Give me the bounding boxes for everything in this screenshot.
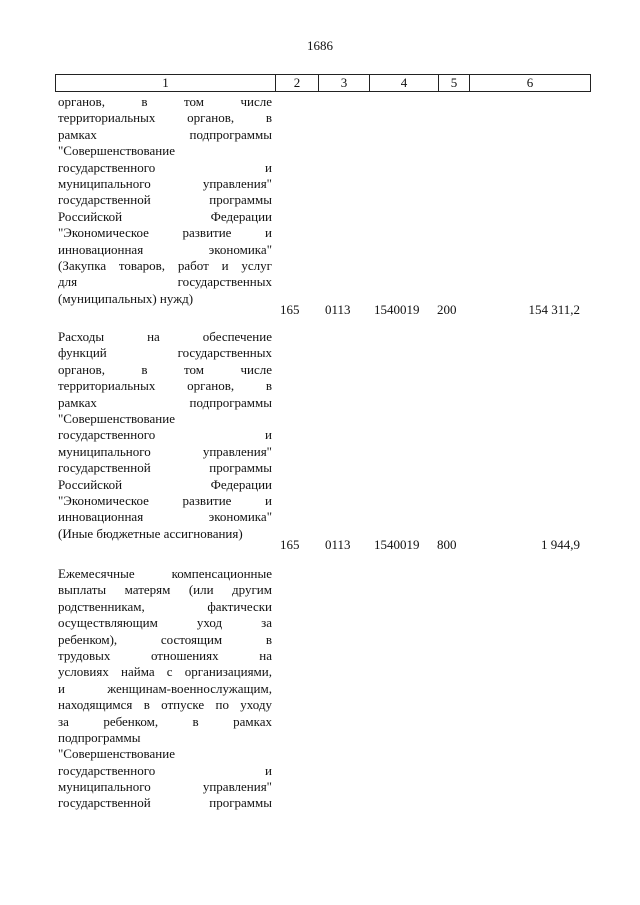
description-line: рамках подпрограммы (58, 394, 272, 410)
row-description (58, 329, 272, 542)
cell-target-article: 1540019 (374, 302, 420, 317)
description-line: ребенком), состоящим в (58, 631, 272, 647)
description-line: (Закупка товаров, работ и услуг (58, 257, 272, 273)
cell-expense-type: 200 (437, 302, 457, 317)
description-line: за ребенком, в рамках (58, 713, 272, 729)
description-line: государственной программы (58, 460, 272, 476)
table-header (55, 74, 591, 92)
description-line: Российской Федерации (58, 208, 272, 224)
description-line: территориальных органов, в (58, 378, 272, 394)
description-line: функций государственных (58, 345, 272, 361)
description-line: муниципального управления" (58, 779, 272, 795)
page-number: 1686 (307, 38, 333, 53)
description-line: инновационная экономика" (58, 509, 272, 525)
description-line: "Совершенствование (58, 410, 175, 426)
row-description (58, 94, 272, 307)
description-line: инновационная экономика" (58, 241, 272, 257)
description-line: государственной программы (58, 192, 272, 208)
header-col-1: 1 (56, 75, 276, 92)
description-line: (Иные бюджетные ассигнования) (58, 525, 243, 541)
description-line: подпрограммы (58, 729, 141, 745)
description-line: и женщинам-военнослужащим, (58, 680, 272, 696)
description-line: муниципального управления" (58, 443, 272, 459)
description-line: выплаты матерям (или другим (58, 582, 272, 598)
header-col-5: 5 (439, 75, 470, 92)
description-line: государственного и (58, 427, 272, 443)
description-line: Расходы на обеспечение (58, 329, 272, 344)
description-line: рамках подпрограммы (58, 126, 272, 142)
description-line: (муниципальных) нужд) (58, 290, 194, 306)
description-line: осуществляющим уход за (58, 615, 272, 631)
cell-section-code: 0113 (325, 302, 351, 317)
description-line: государственной программы (58, 795, 272, 811)
description-line: "Экономическое развитие и (58, 225, 272, 241)
cell-section-code: 0113 (325, 537, 351, 552)
description-line: Ежемесячные компенсационные (58, 566, 272, 581)
description-line: "Совершенствование (58, 143, 175, 159)
description-line: для государственных (58, 274, 272, 290)
description-line: государственного и (58, 159, 272, 175)
cell-amount: 154 311,2 (528, 302, 580, 317)
row-description (58, 566, 272, 812)
cell-amount: 1 944,9 (541, 537, 580, 552)
header-col-2: 2 (276, 75, 319, 92)
header-col-6: 6 (470, 75, 591, 92)
cell-ministry-code: 165 (280, 302, 300, 317)
description-line: "Экономическое развитие и (58, 492, 272, 508)
cell-target-article: 1540019 (374, 537, 420, 552)
header-col-4: 4 (370, 75, 439, 92)
cell-expense-type: 800 (437, 537, 457, 552)
description-line: "Совершенствование (58, 746, 175, 762)
description-line: находящимся в отпуске по уходу (58, 697, 272, 713)
cell-ministry-code: 165 (280, 537, 300, 552)
description-line: трудовых отношениях на (58, 647, 272, 663)
header-col-3: 3 (319, 75, 370, 92)
description-line: Российской Федерации (58, 476, 272, 492)
description-line: муниципального управления" (58, 175, 272, 191)
description-line: органов, в том числе (58, 94, 272, 109)
description-line: условиях найма с организациями, (58, 664, 272, 680)
description-line: родственникам, фактически (58, 598, 272, 614)
description-line: государственного и (58, 762, 272, 778)
description-line: органов, в том числе (58, 361, 272, 377)
description-line: территориальных органов, в (58, 110, 272, 126)
